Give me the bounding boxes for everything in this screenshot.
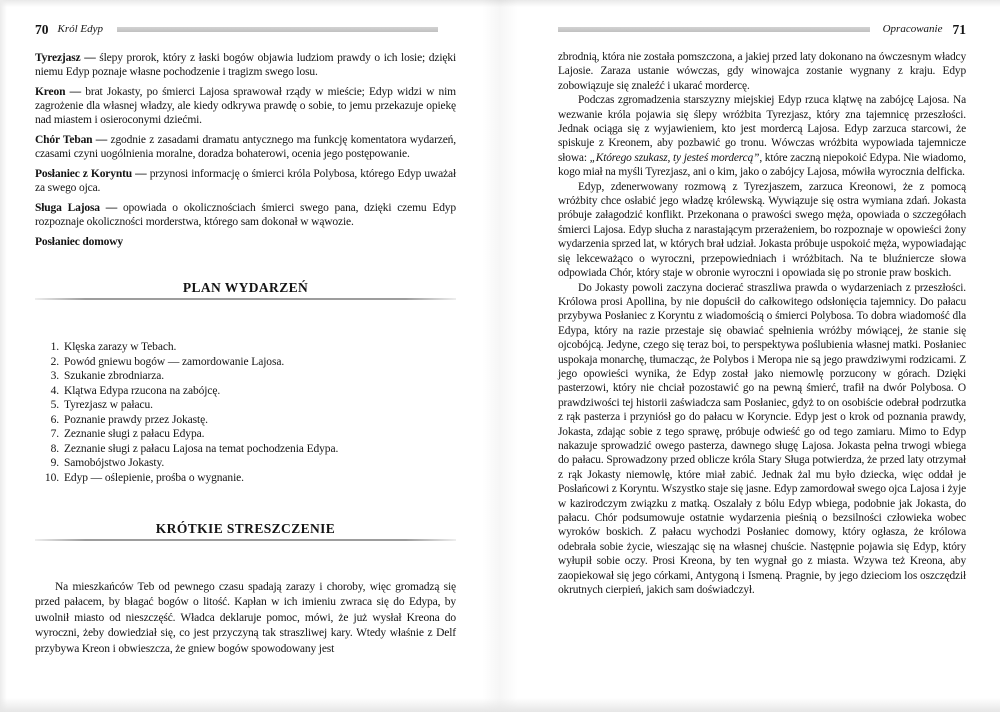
section-plan: [35, 280, 456, 485]
character-entry: [35, 201, 456, 229]
left-page: [35, 22, 456, 657]
plan-item-number: 3.: [50, 370, 59, 382]
header-bar: [117, 27, 438, 32]
right-running-title: Opracowanie: [882, 23, 943, 35]
plan-item: [35, 471, 456, 486]
character-desc: przynosi informację o śmierci króla Polybosa, którego Edyp uważał za swego ojca.: [35, 168, 456, 194]
plan-item-number: 8.: [50, 442, 59, 455]
plan-item-text: Klęska zarazy w Tebach.: [64, 341, 177, 353]
plan-item: [35, 369, 456, 384]
section-summary: [35, 521, 456, 657]
section-rule: [35, 539, 456, 541]
right-page: [558, 22, 966, 597]
plan-item-text: Powód gniewu bogów — zamordowanie Lajosa.: [64, 355, 285, 368]
plan-item-text: Edyp — oślepienie, prośba o wygnanie.: [64, 471, 244, 484]
character-desc: opowiada o okolicznościach śmierci swego pana, dzięki czemu Edyp rozpoznaje okoliczności morderstwa, którego sam dokonał w wąwozie.: [35, 202, 456, 228]
character-desc: zgodnie z zasadami dramatu antycznego ma funkcję komentatora wydarzeń, czasami czyni uogólnienia moralne, doradza bohaterowi, ocenia jego postępowanie.: [35, 134, 456, 160]
plan-item-text: Szukanie zbrodniarza.: [64, 370, 165, 382]
character-name: Tyrezjasz —: [35, 52, 100, 64]
paragraph-text: Podczas zgromadzenia starszyzny miejskiej Edyp rzuca klątwę na zabójcę Lajosa. Na wezwanie króla pojawia się ślepy wróżbita Tyrezjasz, który zna tajemnicę przeszłości. Jednak ociąga się z wyjawieniem, kto jest mordercą Lajosa. Edyp zarzuca starcowi, że spiskuje z Kreonem, aby pozbawić go tronu. Wówczas wróżbita wypowiada tajemnicze słowa:: [558, 94, 966, 164]
character-entry: [35, 235, 456, 249]
plan-item-text: Samobójstwo Jokasty.: [64, 457, 165, 469]
character-list: [35, 51, 456, 249]
plan-item: [35, 384, 456, 399]
character-name: Sługa Lajosa —: [35, 202, 123, 214]
scan-edge-left: [0, 0, 7, 712]
plan-item-number: 6.: [50, 413, 59, 426]
plan-item: [35, 413, 456, 428]
body-paragraph: zbrodnią, która nie została pomszczona, a jakiej przed laty dokonano na ówczesnym władcy Lajosie. Zaraza ustanie wówczas, gdy winowajca zostanie wygnany z kraju. Edyp zobowiązuje się znaleźć i ukarać mordercę.: [558, 51, 966, 92]
plan-item: [35, 442, 456, 457]
left-page-number: 70: [35, 22, 49, 37]
header-bar: [558, 27, 870, 32]
left-page-header: [35, 22, 456, 37]
plan-item-text: Zeznanie sługi z pałacu Edypa.: [64, 428, 205, 440]
character-entry: [35, 85, 456, 127]
character-name: Kreon —: [35, 86, 86, 98]
plan-item-text: Tyrezjasz w pałacu.: [64, 399, 153, 411]
right-page-header: [558, 22, 966, 37]
character-name: Chór Teban —: [35, 134, 111, 146]
summary-section-title: KRÓTKIE STRESZCZENIE: [155, 521, 336, 536]
plan-item-number: 7.: [50, 428, 59, 440]
plan-item-number: 1.: [50, 341, 59, 353]
plan-item-text: Poznanie prawdy przez Jokastę.: [64, 413, 208, 426]
character-entry: [35, 51, 456, 79]
character-desc: ślepy prorok, który z łaski bogów objawia ludziom prawdy o ich losie; dzięki niemu Edyp poznaje własne pochodzenie i tragizm swego losu.: [35, 52, 456, 78]
plan-item-number: 10.: [44, 471, 59, 484]
right-page-number: 71: [952, 22, 966, 37]
paragraph-text: , które zaczną niepokoić Edypa. Nie wiadomo, kogo miał na myśli Tyrezjasz, ani o kim, jako o zabójcy Lajosa, mówiła wyrocznia delficka.: [558, 151, 966, 179]
plan-section-title: PLAN WYDARZEŃ: [182, 280, 309, 295]
plan-item: [35, 456, 456, 471]
plan-item-number: 4.: [50, 384, 59, 397]
plan-item: [35, 340, 456, 355]
plan-item-number: 2.: [50, 355, 59, 368]
plan-item: [35, 427, 456, 442]
plan-list: [35, 340, 456, 485]
character-entry: [35, 167, 456, 195]
summary-paragraph: Na mieszkańców Teb od pewnego czasu spadają zarazy i choroby, więc gromadzą się przed pałacem, by błagać bogów o litość. Kapłan w ich imieniu zwraca się do Edypa, by uwolnił miasto od nieszczęść. Władca deklaruje pomoc, mówi, że już wysłał Kreona do wyroczni, żeby dowiedział się, co jest przyczyną tak straszliwej kary. Wtedy właśnie z Delf przybywa Kreon i obwieszcza, że gniew bogów spowodowany jest: [35, 581, 456, 655]
body-paragraph: Edyp, zdenerwowany rozmową z Tyrezjaszem, zarzuca Kreonowi, że z pomocą wróżbity chce osłabić jego władzę królewską. Wywiązuje się ostra wymiana zdań. Jokasta próbuje załagodzić konflikt. Przekonana o prawości swego męża, opowiada o szczegółach śmierci Lajosa. Edyp słucha z narastającym przerażeniem, bo rozpoznaje w opowieści żony wydarzenia sprzed lat, w których brał udział. Jokasta próbuje uspokoić męża, wypowiadając się lekceważąco o wyroczni, przepowiedniach i wróżbitach. Na te bluźniercze słowa odpowiada Chór, który staje w obronie wyroczni i opowiada się po stronie praw boskich.: [558, 180, 966, 280]
plan-item: [35, 398, 456, 413]
body-paragraph: Do Jokasty powoli zaczyna docierać straszliwa prawda o wydarzeniach z przeszłości. Królowa prosi Apollina, by nie dopuścił do całkowitego odsłonięcia tajemnicy. Do pałacu przybywa Posłaniec z Koryntu z wiadomością o śmierci Polybosa. To dobra wiadomość dla Edypa, który na razie przestaje się obawiać spełnienia wróżby mówiącej, że stanie się ojcobójcą. Jedyne, czego się teraz boi, to perspektywa poślubienia własnej matki. Posłaniec uspokaja monarchę, tłumacząc, że Polybos i Meropa nie są jego prawdziwymi rodzicami. Z jego opowieści wynika, że Edyp został jako niemowlę porzucony w górach. Dzięki pasterzowi, który nie chciał pozostawić go na pewną śmierć, trafił na dwór Polybosa. O prawdziwości tej historii zaświadcza sam Posłaniec, gdyż to on osobiście odebrał podrzutka z rąk pasterza i przyniósł go do pałacu w Koryncie. Edyp jest o krok od poznania prawdy, Jokasta, zdając sobie z tego sprawę, próbuje odwieść go od tego zamiaru. Mimo to Edyp nakazuje sprowadzić owego pasterza, dawnego sługę Lajosa. Jokasta pełna trwogi wbiega do pałacu. Sprowadzony przed oblicze króla Stary Sługa potwierdza, że przed laty otrzymał z rąk Jokasty niemowlę, które miał zabić. Jednak żal mu było dziecka, więc oddał je Posłańcowi z Koryntu. Wszystko staje się jasne. Edyp zamordował swego ojca Lajosa i żyje w kazirodczym związku z matką. Oszalały z bólu Edyp wbiega, podobnie jak Jokasta, do pałacu. Chór podsumowuje ostatnie wydarzenia pieśnią o bezsilności człowieka wobec wyroków boskich. Z pałacu wychodzi Posłaniec domowy, który ogłasza, że królowa odebrała sobie życie, wieszając się na własnej chuście. Następnie pojawia się Edyp, który wyłupił sobie oczy. Prosi Kreona, by ten wygnał go z miasta. Wzywa też Kreona, aby zaopiekował się jego córkami, Antygoną i Ismeną. Pragnie, by jego dzieciom los oszczędził okrutnych cierpień, jakich sam doświadczył.: [558, 281, 966, 597]
body-paragraph: [558, 93, 966, 179]
plan-item-text: Zeznanie sługi z pałacu Lajosa na temat pochodzenia Edypa.: [64, 442, 339, 455]
character-entry: [35, 133, 456, 161]
plan-item: [35, 355, 456, 370]
section-rule: [35, 298, 456, 300]
plan-item-text: Klątwa Edypa rzucona na zabójcę.: [64, 384, 221, 397]
page-gutter-shadow: [482, 0, 518, 712]
oracle-quote: „Którego szukasz, ty jesteś mordercą”: [589, 151, 760, 164]
character-name: Posłaniec domowy: [35, 236, 123, 248]
plan-item-number: 5.: [50, 399, 59, 411]
scan-edge-bottom: [0, 698, 1000, 712]
right-page-body: [558, 50, 966, 597]
plan-item-number: 9.: [50, 457, 59, 469]
character-name: Posłaniec z Koryntu —: [35, 168, 150, 180]
left-running-title: Król Edyp: [57, 23, 104, 35]
character-desc: brat Jokasty, po śmierci Lajosa sprawował rządy w mieście; Edyp widzi w nim zagrożenie dla własnej władzy, ale kiedy odkrywa prawdę o sobie, to jemu przekazuje opiekę nad miastem i osieroconymi dziećmi.: [35, 86, 456, 126]
